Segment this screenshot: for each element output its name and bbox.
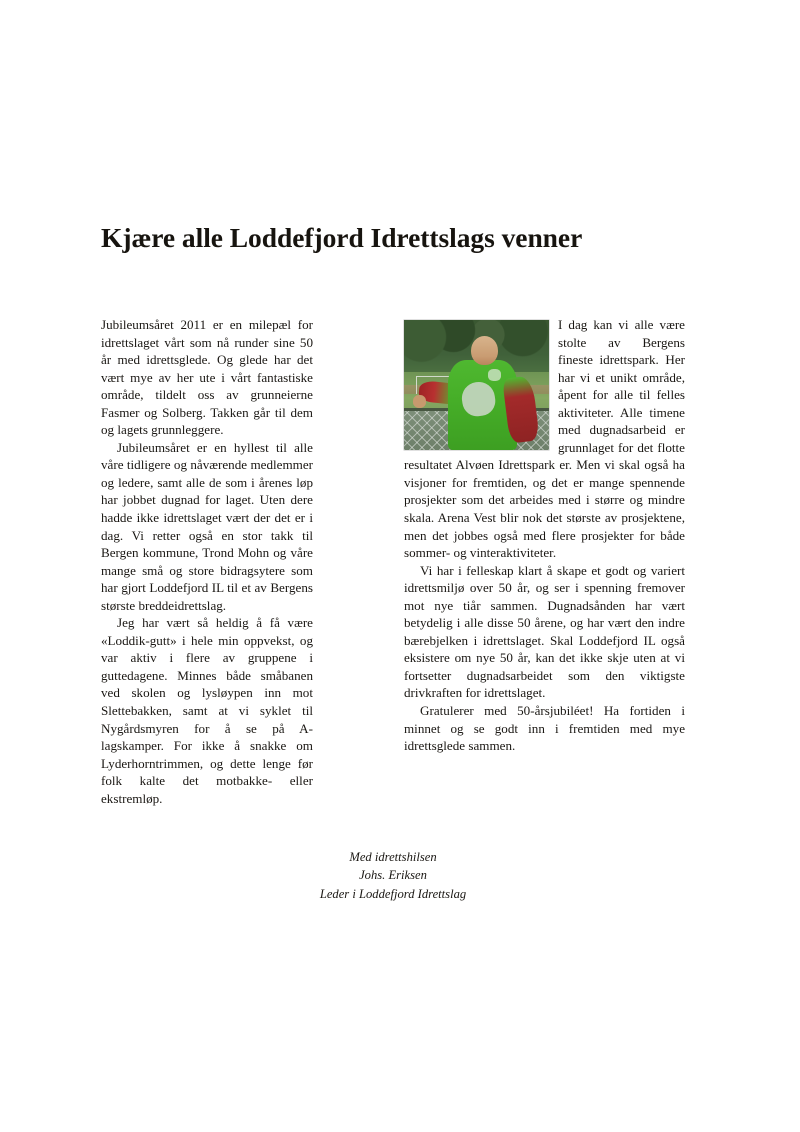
paragraph: I dag kan vi alle være stolte av Bergens fineste idrettspark. Her har vi et unikt område, åpent for alle til felles aktiviteter. Alle timene med dugnadsarbeid er grunnlaget for det flotte resultatet Alvøen Idrettspark er. Men vi skal også ha visjoner for fremtiden, og det er mange spennende prosjekter som det arbeides med i større og mindre skala. Arena Vest blir nok det største av prosjektene, men det jobbes også med flere prosjekter for både sommer- og vinteraktiviteter. xyxy=(404,317,685,561)
article-photo xyxy=(404,320,549,450)
page-title: Kjære alle Loddefjord Idrettslags venner xyxy=(101,222,583,254)
photo-person-head xyxy=(471,336,499,366)
photo-person-hand xyxy=(413,395,426,408)
column-right xyxy=(404,316,685,755)
column-left xyxy=(101,316,313,807)
paragraph: Jubileumsåret er en hyllest til alle våre tidligere og nåværende medlemmer og ledere, samt alle de som i årenes løp har jobbet dugnad for laget. Uten dere hadde ikke idrettslaget vært der det er i dag. Vi retter også en stor takk til Bergen kommune, Trond Mohn og våre mange små og store bidragsytere som har gjort Loddefjord IL til et av Bergens største breddeidrettslag. xyxy=(101,439,313,613)
paragraph: Vi har i felleskap klart å skape et godt og variert idrettsmiljø over 50 år, og ser i spenning fremover mot nye tiår sammen. Dugnadsånden har vært betydelig i alle disse 50 årene, og har vært den indre bærebjelken i idrettslaget. Skal Loddefjord IL også eksistere om nye 50 år, kan det ikke skje uten at vi fortsetter dugnadsarbeidet som den viktigste drivkraften for idrettslaget. xyxy=(404,562,685,701)
paragraph: Jubileumsåret 2011 er en milepæl for idrettslaget vårt som nå runder sine 50 år med idrettsglede. Og glede har det vært mye av her ute i vårt fantastiske område, tildelt oss av grunneierne Fasmer og Solberg. Takken går til dem og lagets grunnleggere. xyxy=(101,317,313,438)
article-body xyxy=(101,316,685,806)
photo-club-crest xyxy=(488,369,501,381)
signature-role: Leder i Loddefjord Idrettslag xyxy=(319,886,467,901)
paragraph: Gratulerer med 50-årsjubiléet! Ha fortiden i minnet og se godt inn i fremtiden med mye idrettsglede sammen. xyxy=(404,703,685,754)
paragraph: Jeg har vært så heldig å få være «Loddik-gutt» i hele min oppvekst, og var aktiv i flere av gruppene i guttedagene. Minnes både småbanen ved skolen og lysløypen inn mot Slettebakken, samt at vi syklet til Nygårdsmyren for å se på A-lagskamper. For ikke å snakke om Lyderhorntrimmen, og dette lenge før folk kalte det motbakke- eller ekstremløp. xyxy=(101,615,313,806)
signature-block xyxy=(101,848,685,903)
signature-greeting: Med idrettshilsen xyxy=(349,850,437,864)
signature-name: Johs. Eriksen xyxy=(359,868,427,883)
